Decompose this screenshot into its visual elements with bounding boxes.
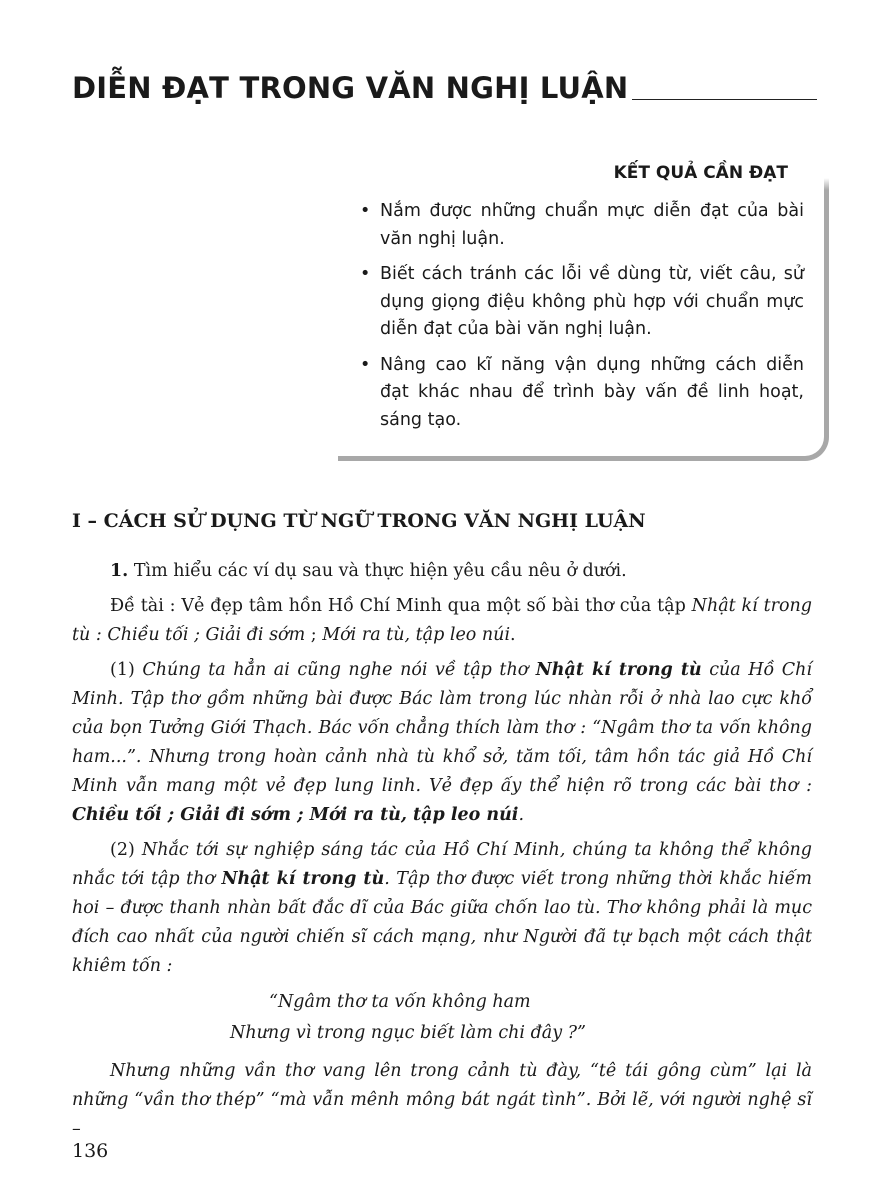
topic-poems: Mới ra tù, tập leo núi [322, 625, 511, 645]
ex1-text-a: Chúng ta hẳn ai cũng nghe nói về tập thơ [142, 660, 536, 680]
ex2-number: (2) [110, 840, 142, 860]
topic-sep: ; [305, 625, 323, 645]
ex2-book: Nhật kí trong tù [221, 869, 385, 889]
objectives-heading: KẾT QUẢ CẦN ĐẠT [613, 163, 788, 183]
poem-quote [72, 987, 812, 1049]
title-rule [632, 99, 817, 100]
poem-line-1: “Ngâm thơ ta vốn không ham [269, 992, 531, 1012]
example-2-continued: Nhưng những vần thơ vang lên trong cảnh tù đày, “tê tái gông cùm” lại là những “vần thơ thép” “mà vẫn mênh mông bát ngát tình”. Bởi lẽ, với người nghệ sĩ – [72, 1061, 812, 1139]
section-heading: I – CÁCH SỬ DỤNG TỪ NGỮ TRONG VĂN NGHỊ LUẬN [72, 510, 646, 532]
topic-paragraph [72, 592, 812, 650]
ex1-number: (1) [110, 660, 143, 680]
poem-line-2: Nhưng vì trong ngục biết làm chi đây ?” [230, 1023, 587, 1043]
objectives-list [360, 198, 804, 434]
ex1-poems: Chiều tối ; Giải đi sớm ; Mới ra tù, tập leo núi [72, 805, 519, 825]
ex2-text-b: . Tập thơ được viết trong những thời khắc hiếm hoi – được thanh nhàn bất đắc dĩ của Bác giữa chốn lao tù. Thơ không phải là mục đích cao nhất của người chiến sĩ cách mạng, như Người đã tự bạch một cách thật khiêm tốn : [72, 869, 813, 976]
page-number: 136 [72, 1140, 109, 1162]
task-paragraph [72, 557, 812, 586]
objective-item: • Nắm được những chuẩn mực diễn đạt của bài văn nghị luận. [360, 198, 804, 253]
page-title: DIỄN ĐẠT TRONG VĂN NGHỊ LUẬN [72, 71, 629, 105]
example-2 [72, 836, 812, 981]
topic-prefix: Đề tài : Vẻ đẹp tâm hồn Hồ Chí Minh qua một số bài thơ của tập [110, 596, 692, 616]
topic-end: . [510, 625, 516, 645]
body-text [72, 557, 812, 1150]
ex1-text-b: của Hồ Chí Minh. Tập thơ gồm những bài được Bác làm trong lúc nhàn rỗi ở nhà lao cực khổ của bọn Tưởng Giới Thạch. Bác vốn chẳng thích làm thơ : “Ngâm thơ ta vốn không ham...”. Nhưng trong hoàn cảnh nhà tù khổ sở, tăm tối, tâm hồn tác giả Hồ Chí Minh vẫn mang một vẻ đẹp lung linh. Vẻ đẹp ấy thể hiện rõ trong các bài thơ : [72, 660, 812, 796]
title-row [72, 70, 817, 106]
task-text: Tìm hiểu các ví dụ sau và thực hiện yêu cầu nêu ở dưới. [128, 561, 627, 581]
ex2-text-a: Nhắc tới sự nghiệp sáng tác của Hồ Chí Minh, chúng ta không thể không nhắc tới tập thơ [72, 840, 812, 889]
example-1 [72, 656, 812, 830]
ex1-book: Nhật kí trong tù [535, 660, 702, 680]
box-corner [824, 178, 829, 190]
objective-item: • Nâng cao kĩ năng vận dụng những cách diễn đạt khác nhau để trình bày vấn đề linh hoạt, sáng tạo. [360, 352, 804, 435]
objectives-box [338, 190, 829, 461]
objective-item: • Biết cách tránh các lỗi về dùng từ, viết câu, sử dụng giọng điệu không phù hợp với chuẩn mực diễn đạt của bài văn nghị luận. [360, 261, 804, 344]
topic-book: Nhật kí trong tù : Chiều tối ; Giải đi sớm [72, 596, 812, 645]
task-number: 1. [110, 561, 129, 581]
ex1-end: . [518, 805, 525, 825]
